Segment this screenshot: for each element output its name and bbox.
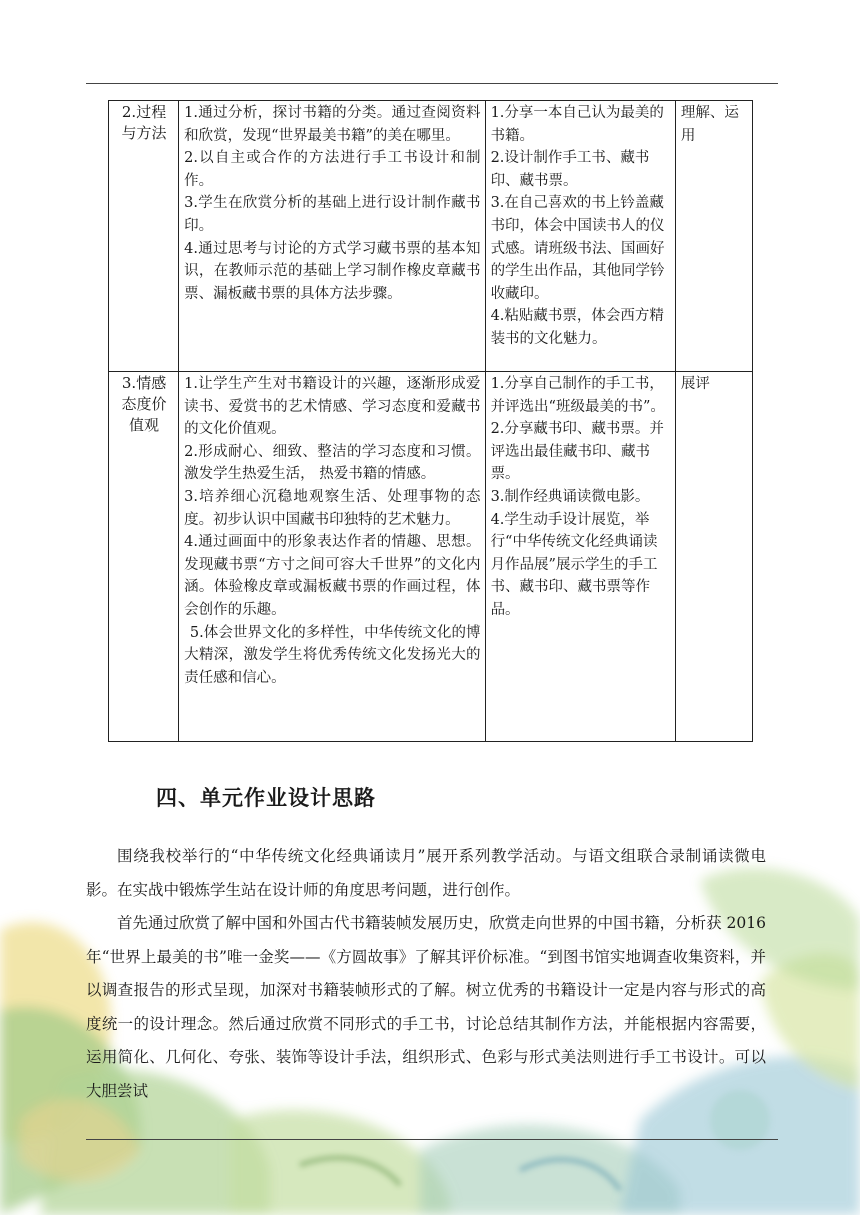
paragraph: 围绕我校举行的“中华传统文化经典诵读月”展开系列教学活动。与语文组联合录制诵读微电影。在实战中锻炼学生站在设计师的角度思考问题，进行创作。 bbox=[86, 847, 766, 899]
activity-item: 4.粘贴藏书票，体会西方精装书的文化魅力。 bbox=[490, 308, 664, 347]
objective-item: 5.体会世界文化的多样性，中华传统文化的博大精深，激发学生将优秀传统文化发扬光大的责任感和信心。 bbox=[184, 624, 481, 686]
table-row bbox=[109, 101, 753, 372]
section-body bbox=[86, 840, 766, 1108]
activity-item: 1.分享自己制作的手工书，并评选出“班级最美的书”。 bbox=[490, 376, 665, 415]
table-row bbox=[109, 372, 753, 742]
objectives-table bbox=[108, 100, 753, 742]
activity-item: 2.设计制作手工书、藏书印、藏书票。 bbox=[490, 150, 650, 189]
level-cell: 理解、运用 bbox=[675, 101, 752, 372]
objective-item: 3.学生在欣赏分析的基础上进行设计制作藏书印。 bbox=[184, 195, 481, 234]
header-rule bbox=[86, 83, 778, 84]
objective-item: 3.培养细心沉稳地观察生活、处理事物的态度。初步认识中国藏书印独特的艺术魅力。 bbox=[184, 488, 481, 528]
objectives-cell bbox=[179, 372, 485, 742]
objective-item: 1.通过分析，探讨书籍的分类。通过查阅资料和欣赏，发现“世界最美书籍”的美在哪里。 bbox=[184, 105, 481, 144]
activity-item: 3.在自己喜欢的书上钤盖藏书印，体会中国读书人的仪式感。请班级书法、国画好的学生出作品，其他同学钤收藏印。 bbox=[490, 195, 665, 302]
footer-rule bbox=[86, 1139, 778, 1140]
objective-item: 1.让学生产生对书籍设计的兴趣，逐渐形成爱读书、爱赏书的艺术情感、学习态度和爱藏书的文化价值观。 bbox=[184, 376, 481, 438]
paragraph: 首先通过欣赏了解中国和外国古代书籍装帧发展历史，欣赏走向世界的中国书籍，分析获 2016 年“世界上最美的书”唯一金奖——《方圆故事》了解其评价标准。“到图书馆实地调查收集资料，并以调查报告的形式呈现，加深对书籍装帧形式的了解。树立优秀的书籍设计一定是内容与形式的高度统一的设计理念。然后通过欣赏不同形式的手工书，讨论总结其制作方法，并能根据内容需要，运用简化、几何化、夸张、装饰等设计手法，组织形式、色彩与形式美法则进行手工书设计。可以大胆尝试 bbox=[86, 914, 766, 1100]
activities-cell bbox=[485, 101, 675, 372]
objective-item: 4.通过思考与讨论的方式学习藏书票的基本知识，在教师示范的基础上学习制作橡皮章藏书票、漏板藏书票的具体方法步骤。 bbox=[184, 240, 481, 302]
objectives-cell bbox=[179, 101, 485, 372]
activities-cell bbox=[485, 372, 675, 742]
activity-item: 2.分享藏书印、藏书票。并评选出最佳藏书印、藏书票。 bbox=[490, 421, 664, 483]
dimension-cell: 2.过程与方法 bbox=[109, 101, 179, 372]
objective-item: 4.通过画面中的形象表达作者的情趣、思想。发现藏书票“方寸之间可容大千世界”的文化内涵。体验橡皮章或漏板藏书票的作画过程，体会创作的乐趣。 bbox=[184, 534, 481, 618]
objective-item: 2.以自主或合作的方法进行手工书设计和制作。 bbox=[184, 150, 481, 189]
activity-item: 1.分享一本自己认为最美的书籍。 bbox=[490, 105, 664, 144]
section-heading: 四、单元作业设计思路 bbox=[156, 786, 376, 810]
objective-item: 2.形成耐心、细致、整洁的学习态度和习惯。激发学生热爱生活， 热爱书籍的情感。 bbox=[184, 443, 481, 483]
activity-item: 4.学生动手设计展览，举行“中华传统文化经典诵读月作品展”展示学生的手工书、藏书印、藏书票等作品。 bbox=[490, 511, 658, 618]
level-cell: 展评 bbox=[675, 372, 752, 742]
dimension-cell: 3.情感态度价值观 bbox=[109, 372, 179, 742]
activity-item: 3.制作经典诵读微电影。 bbox=[490, 488, 650, 505]
